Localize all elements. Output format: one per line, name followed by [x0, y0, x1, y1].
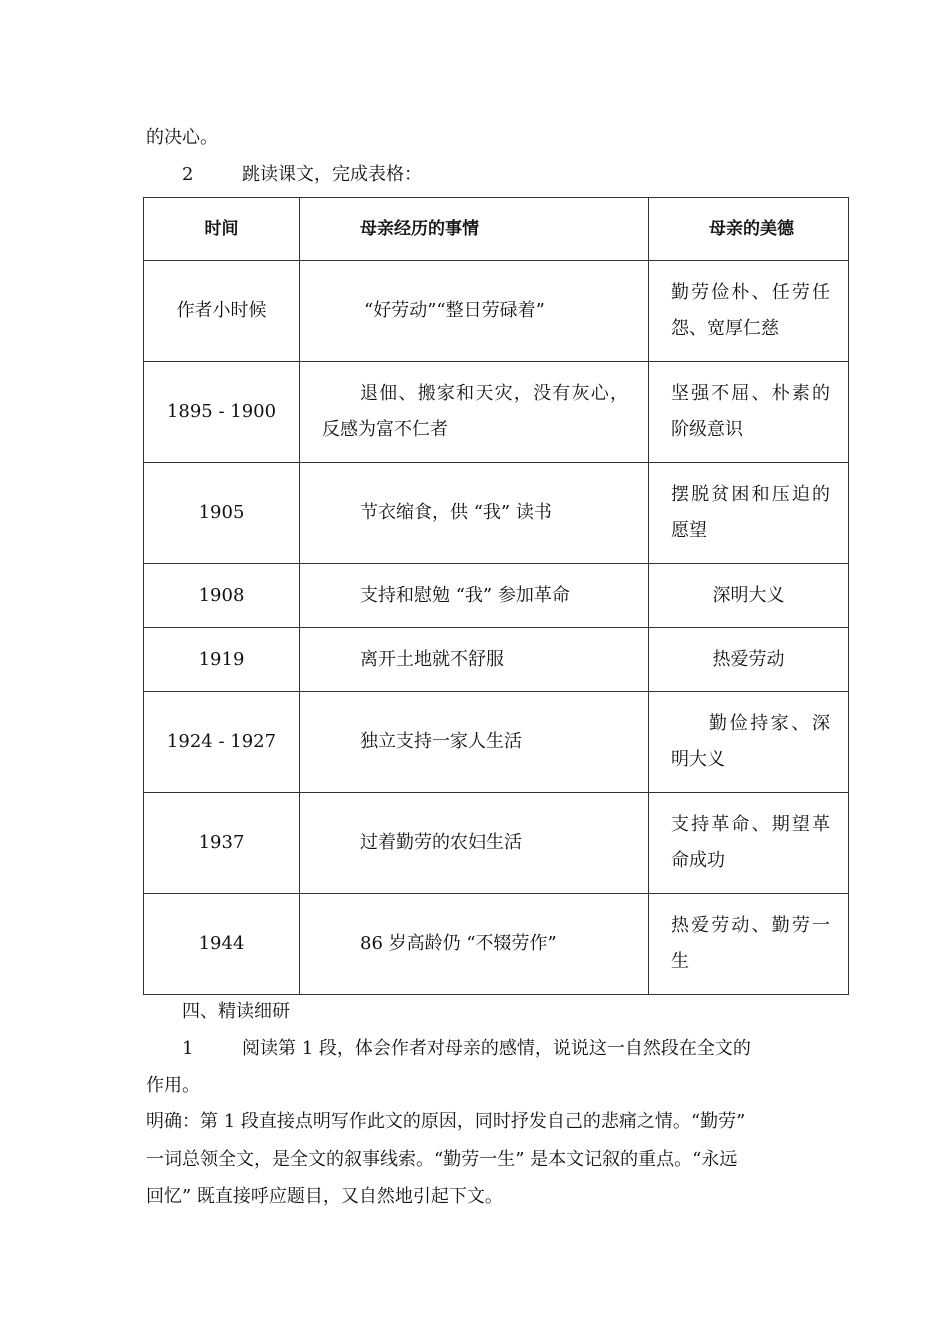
continued-text: 的决心。	[146, 127, 218, 148]
question-text: 阅读第 1 段，体会作者对母亲的感情，说说这一自然段在全文的	[242, 1038, 751, 1059]
item-2	[182, 163, 422, 187]
answer-line-1: 明确：第 1 段直接点明写作此文的原因，同时抒发自己的悲痛之情。“勤劳”	[146, 1111, 746, 1132]
cell-event: “好劳动”“整日劳碌着”	[300, 261, 649, 362]
cell-event: 支持和慰勉 “我” 参加革命	[300, 564, 649, 628]
table-row	[144, 362, 849, 463]
section-heading: 四、精读细研	[182, 1001, 290, 1022]
cell-virtue: 勤劳俭朴、任劳任怨、宽厚仁慈	[649, 261, 849, 362]
header-event: 母亲经历的事情	[300, 198, 649, 261]
item-number: 2	[182, 164, 194, 185]
cell-event: 退佃、搬家和天灾，没有灰心，反感为富不仁者	[300, 362, 649, 463]
question-number: 1	[182, 1038, 194, 1059]
table-row	[144, 692, 849, 793]
header-time: 时间	[144, 198, 300, 261]
table-header-row	[144, 198, 849, 261]
cell-event: 离开土地就不舒服	[300, 628, 649, 692]
cell-virtue: 支持革命、期望革命成功	[649, 793, 849, 894]
cell-event: 过着勤劳的农妇生活	[300, 793, 649, 894]
cell-time: 1908	[144, 564, 300, 628]
table-row	[144, 261, 849, 362]
cell-virtue: 热爱劳动、勤劳一生	[649, 894, 849, 995]
cell-virtue: 勤俭持家、深明大义	[649, 692, 849, 793]
cell-time: 1919	[144, 628, 300, 692]
table-row	[144, 564, 849, 628]
table-row	[144, 793, 849, 894]
cell-event: 86 岁高龄仍 “不辍劳作”	[300, 894, 649, 995]
cell-time: 1924 - 1927	[144, 692, 300, 793]
question-text-cont: 作用。	[146, 1075, 200, 1096]
question-1	[182, 1037, 751, 1061]
header-virtue: 母亲的美德	[649, 198, 849, 261]
answer-line-2: 一词总领全文，是全文的叙事线索。“勤劳一生” 是本文记叙的重点。“永远	[146, 1149, 738, 1170]
cell-virtue: 坚强不屈、朴素的阶级意识	[649, 362, 849, 463]
cell-event: 独立支持一家人生活	[300, 692, 649, 793]
cell-virtue: 摆脱贫困和压迫的愿望	[649, 463, 849, 564]
table-row	[144, 628, 849, 692]
cell-time: 1944	[144, 894, 300, 995]
table-row	[144, 463, 849, 564]
cell-time: 作者小时候	[144, 261, 300, 362]
cell-virtue: 热爱劳动	[649, 628, 849, 692]
table-row	[144, 894, 849, 995]
cell-time: 1895 - 1900	[144, 362, 300, 463]
cell-time: 1905	[144, 463, 300, 564]
cell-virtue: 深明大义	[649, 564, 849, 628]
summary-table	[143, 197, 849, 995]
cell-event: 节衣缩食，供 “我” 读书	[300, 463, 649, 564]
item-text: 跳读课文，完成表格：	[242, 164, 422, 185]
answer-line-3: 回忆” 既直接呼应题目，又自然地引起下文。	[146, 1186, 503, 1207]
cell-time: 1937	[144, 793, 300, 894]
